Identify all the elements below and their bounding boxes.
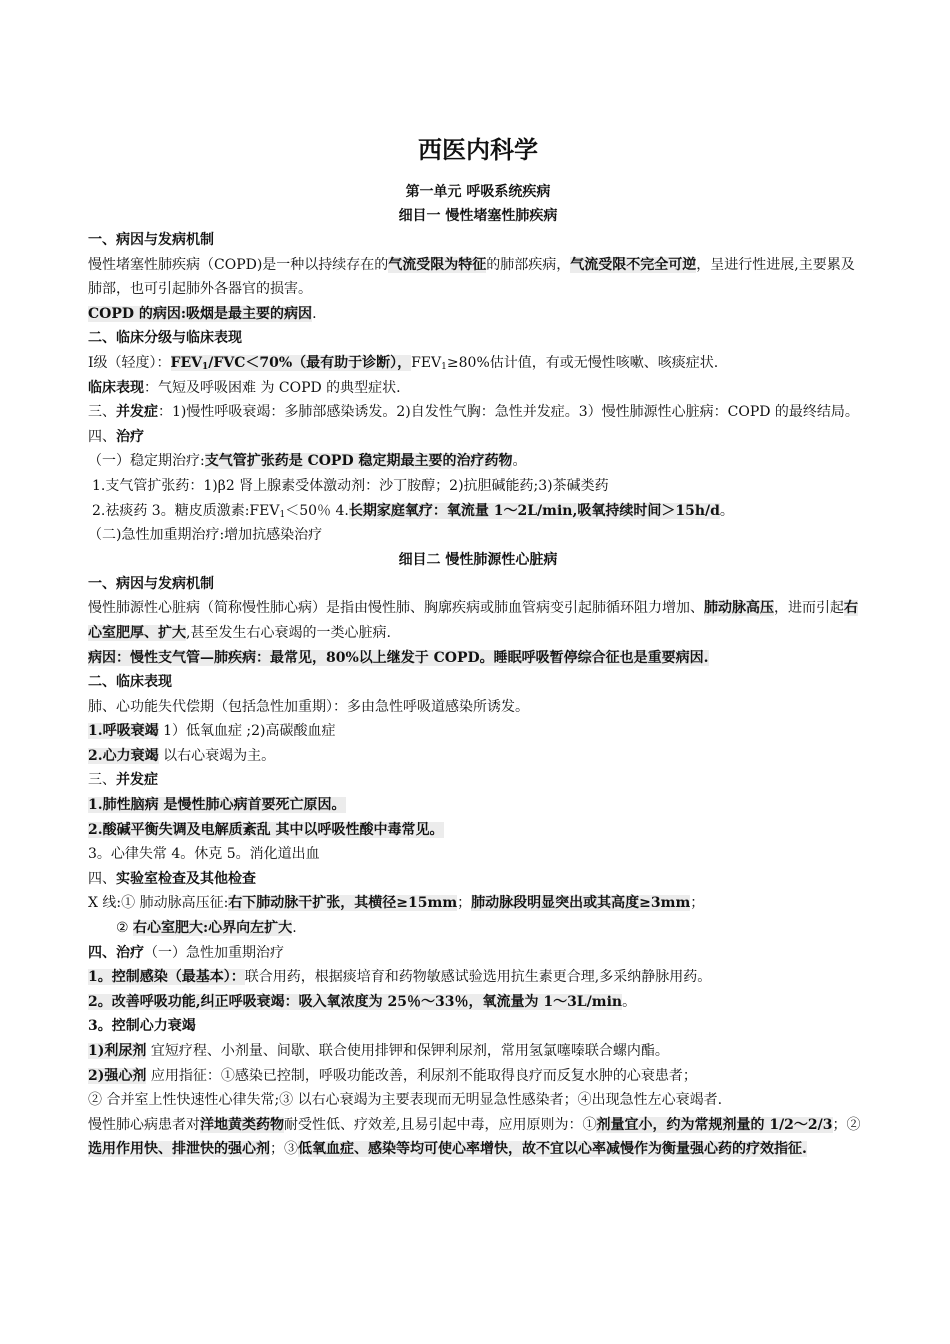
document-page [88,130,868,1162]
s2-paragraph-digitalis: 慢性肺心病患者对洋地黄类药物耐受性低、疗效差,且易引起中毒，应用原则为：①剂量宜小，约为常规剂量的 1/2～2/3；②选用作用快、排泄快的强心剂；③低氧血症、感染等均可使心率增快，故不宜以心率减慢作为衡量强心药的疗效指征. [88,1116,861,1158]
s1-paragraph-stable: （一）稳定期治疗:支气管扩张药是 COPD 稳定期最主要的治疗药物。 [88,453,527,470]
s1-paragraph-manifestation: 临床表现：气短及呼吸困难 为 COPD 的典型症状. [88,379,401,396]
s2-heading-complications: 三、并发症 [88,772,158,789]
s1-heading-grading: 二、临床分级与临床表现 [88,330,242,347]
section-1-title: 细目一 慢性堵塞性肺疾病 [398,208,558,224]
s2-heading-clinical: 二、临床表现 [88,674,172,691]
s1-heading-etiology: 一、病因与发病机制 [88,232,214,248]
s2-heading-examination: 四、实验室检查及其他检查 [88,870,256,887]
s1-paragraph-acute: （二)急性加重期治疗:增加抗感染治疗 [88,527,323,544]
s1-paragraph-complications: 三、并发症：1)慢性呼吸衰竭：多肺部感染诱发。2)自发性气胸：急性并发症。3）慢性肺源性心脏病：COPD 的最终结局。 [88,404,859,421]
s1-paragraph-bronchodilators: 1.支气管扩张药：1)β2 肾上腺素受体激动剂：沙丁胺醇；2)抗胆碱能药;3)茶碱类药 [92,477,609,494]
s2-paragraph-heart-control: 3。控制心力衰竭 [88,1018,196,1035]
section-2-title: 细目二 慢性肺源性心脏病 [398,551,558,568]
s1-paragraph-grade1: Ⅰ级（轻度）：$FEV_1/FVC<70\%$（最有助于诊断），$FEV_1\ge 80\%$估计值，有或无慢性咳嗽、咳痰症状. [88,354,719,372]
s2-heading-etiology: 一、病因与发病机制 [88,575,214,592]
document-title: 西医内科学 [418,135,538,164]
s1-paragraph-cause: COPD 的病因:吸烟是最主要的病因. [88,305,317,322]
s2-paragraph-other-complications: 3。心律失常 4。休克 5。消化道出血 [88,846,320,863]
s2-paragraph-indications: ② 合并室上性快速性心律失常;③ 以右心衰竭为主要表现而无明显急性感染者；④出现急性左心衰竭者. [88,1092,723,1109]
s2-paragraph-infection-control: 1。控制感染（最基本）：联合用药，根据痰培育和药物敏感试验选用抗生素更合理,多采纳静脉用药。 [88,969,712,986]
s2-paragraph-heart-failure: 2.心力衰竭 以右心衰竭为主。 [88,747,276,764]
s2-paragraph-respiratory-function: 2。改善呼吸功能,纠正呼吸衰竭：吸入氧浓度为 25％～33％，氧流量为 1～3L/min。 [88,993,637,1010]
s2-paragraph-acid-base: 2.酸碱平衡失调及电解质紊乱 其中以呼吸性酸中毒常见。 [88,821,444,838]
s2-heading-treatment: 四、治疗（一）急性加重期治疗 [88,944,284,961]
unit-title: 第一单元 呼吸系统疾病 [405,184,551,200]
s1-paragraph-oxygen: 2.祛痰药 3。糖皮质激素$:FEV_1<50$％ 4.长期家庭氧疗：氧流量 1～2L/min,吸氧持续时间＞15h/d。 [92,502,734,520]
s2-paragraph-encephalopathy: 1.肺性脑病 是慢性肺心病首要死亡原因。 [88,797,346,814]
s2-paragraph-definition: 慢性肺源性心脏病（简称慢性肺心病）是指由慢性肺、胸廓疾病或肺血管病变引起肺循环阻力增加、肺动脉高压，进而引起右心室肥厚、扩大,甚至发生右心衰竭的一类心脏病. [88,600,858,641]
s2-paragraph-diuretics: 1)利尿剂 宜短疗程、小剂量、间歇、联合使用排钾和保钾利尿剂，常用氢氯噻嗪联合螺内酯。 [88,1043,669,1059]
s2-paragraph-cardiotonics: 2)强心剂 应用指征：①感染已控制，呼吸功能改善，利尿剂不能取得良疗而反复水肿的心衰患者； [88,1067,697,1084]
s2-paragraph-cause: 病因：慢性支气管—肺疾病：最常见，80%以上继发于 COPD。睡眠呼吸暂停综合征也是重要病因. [88,649,709,666]
s2-paragraph-xray: X 线:① 肺动脉高压征:右下肺动脉干扩张，其横径≥15mm；肺动脉段明显突出或其高度≥3mm； [88,895,705,912]
s1-heading-treatment: 四、治疗 [88,428,144,445]
s1-paragraph-definition: 慢性堵塞性肺疾病（COPD)是一种以持续存在的气流受限为特征的肺部疾病，气流受限不完全可逆，呈进行性进展,主要累及肺部，也可引起肺外各器官的损害。 [88,256,855,298]
s2-paragraph-decompensation: 肺、心功能失代偿期（包括急性加重期）：多由急性呼吸道感染所诱发。 [88,698,529,715]
s2-paragraph-xray-rv: ② 右心室肥大:心界向左扩大. [116,920,297,937]
s2-paragraph-respiratory-failure: 1.呼吸衰竭 1）低氧血症 ;2)高碳酸血症 [88,723,336,740]
